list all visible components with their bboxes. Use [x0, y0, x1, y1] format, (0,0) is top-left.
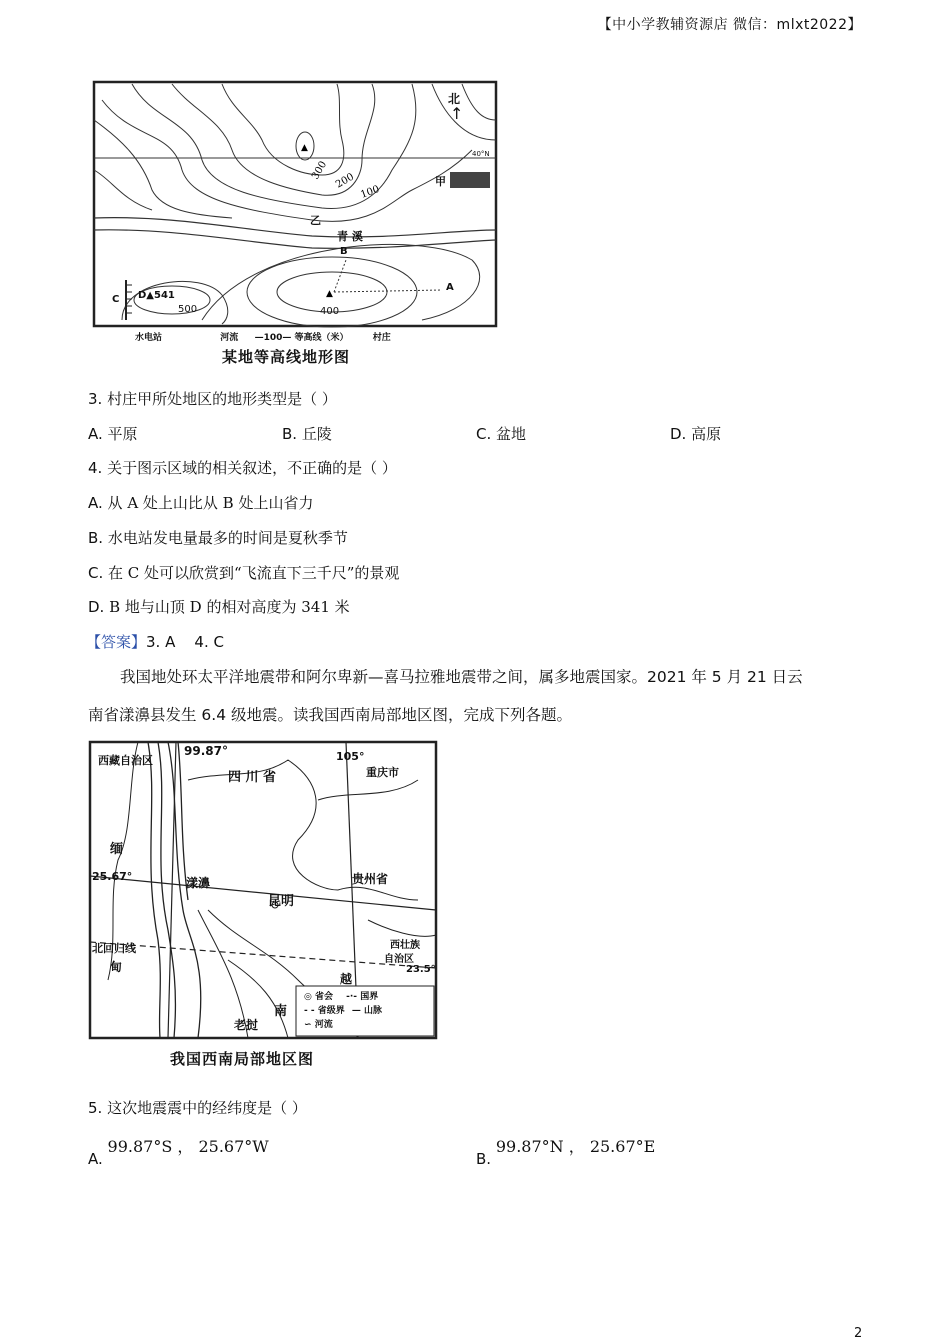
question-4-text: 关于图示区域的相关叙述，不正确的是（ ） — [107, 459, 397, 477]
label-burma-1: 缅 — [110, 842, 124, 857]
label-guizhou: 贵州省 — [352, 872, 389, 886]
legend-mountain: 山脉 — [364, 1006, 383, 1016]
point-b-label: B — [340, 246, 348, 257]
north-arrow-icon: ↑ — [450, 104, 464, 123]
svg-text:▲: ▲ — [326, 289, 333, 299]
point-c-label: C — [112, 294, 120, 305]
river-label: 青 溪 — [337, 230, 363, 243]
q4-option-b: B. 水电站发电量最多的时间是夏秋季节 — [88, 529, 348, 547]
svg-text:▲: ▲ — [301, 143, 308, 153]
svg-text:100: 100 — [359, 183, 381, 201]
legend-river-2: 河流 — [314, 1020, 333, 1030]
latitude-label: 40°N — [472, 150, 490, 158]
contour-500-label: 500 — [178, 304, 198, 315]
contour-map — [92, 80, 498, 328]
q5-option-b: B. 99.87°N ， 25.67°E — [476, 1137, 656, 1168]
q4-option-d: D. B 地与山顶 D 的相对高度为 341 米 — [88, 598, 350, 616]
label-guangxi-2: 自治区 — [384, 954, 414, 965]
label-tibet: 西藏自治区 — [98, 754, 153, 767]
question-4-number: 4. — [88, 459, 103, 477]
label-lat-25: 25.67° — [92, 870, 133, 883]
answer-line — [86, 631, 224, 652]
page-header: 【中小学教辅资源店 微信：mlxt2022】 — [597, 17, 862, 33]
southwest-map-caption: 我国西南局部地区图 — [170, 1050, 315, 1068]
southwest-map-legend: ◎ 省会 -·- 国界 - - 省级界 — 山脉 ∽ 河流 — [304, 992, 383, 1030]
svg-text:300: 300 — [310, 159, 330, 182]
label-nan: 南 — [274, 1004, 288, 1019]
label-laos: 老挝 — [234, 1018, 259, 1032]
legend-village: 村庄 — [372, 333, 391, 343]
q5-option-a: A. 99.87°S ， 25.67°W — [88, 1137, 269, 1168]
legend-contour: —100— 等高线（米） — [254, 333, 349, 343]
north-arrow-label: 北 — [448, 92, 461, 106]
peak-d-label: D▲541 — [138, 290, 175, 301]
question-5 — [88, 1097, 307, 1119]
legend-station: 水电站 — [135, 333, 163, 343]
village-jia-label: 甲 — [435, 175, 446, 188]
contour-map-legend — [135, 330, 391, 343]
label-sichuan: 四 川 省 — [228, 770, 277, 785]
intro-paragraph-line-2: 南省漾濞县发生 6.4 级地震。读我国西南局部地区图，完成下列各题。 — [88, 706, 573, 724]
southwest-map — [88, 740, 438, 1040]
answer-tag: 【答案】 — [86, 633, 147, 651]
southwest-map-figure — [88, 740, 438, 1040]
q3-option-c: C. 盆地 — [476, 425, 527, 443]
label-lon-99: 99.87° — [184, 744, 228, 758]
contour-map-caption: 某地等高线地形图 — [222, 348, 351, 366]
q4-option-c: C. 在 C 处可以欣赏到“飞流直下三千尺”的景观 — [88, 564, 400, 582]
contour-400-label: 400 — [320, 306, 340, 317]
point-a-label: A — [446, 282, 454, 293]
question-4 — [88, 457, 397, 479]
question-3-number: 3. — [88, 390, 103, 408]
q3-option-a: A. 平原 — [88, 425, 138, 443]
legend-capital: 省会 — [315, 992, 334, 1002]
q4-option-a: A. 从 A 处上山比从 B 处上山省力 — [88, 494, 314, 512]
q3-option-b: B. 丘陵 — [282, 425, 332, 443]
answer-text: 3. A 4. C — [146, 633, 224, 651]
label-lat-23: 23.5° — [406, 964, 436, 975]
question-5-text: 这次地震震中的经纬度是（ ） — [107, 1099, 307, 1117]
label-vietnam: 越 — [340, 972, 353, 986]
legend-province: 省级界 — [317, 1006, 345, 1016]
label-yangbi: 漾濞 — [186, 876, 211, 890]
legend-river: 河流 — [220, 333, 239, 343]
label-lon-105: 105° — [336, 750, 365, 763]
label-guangxi-1: 西壮族 — [390, 940, 420, 951]
q3-option-d: D. 高原 — [670, 425, 722, 443]
label-chongqing: 重庆市 — [366, 766, 399, 779]
intro-paragraph-line-1: 我国地处环太平洋地震带和阿尔卑新—喜马拉雅地震带之间，属多地震国家。2021 年 5 月 21 日云 — [120, 668, 803, 686]
page-number: 2 — [854, 1326, 863, 1341]
label-burma-2: 甸 — [110, 960, 123, 974]
question-3 — [88, 388, 337, 410]
svg-text:200: 200 — [334, 171, 357, 191]
legend-border: 国界 — [360, 992, 379, 1002]
question-5-number: 5. — [88, 1099, 103, 1117]
question-3-text: 村庄甲所处地区的地形类型是（ ） — [107, 390, 337, 408]
point-yi-label: 乙 — [310, 214, 321, 227]
label-kunming: 昆明 — [268, 894, 295, 909]
label-tropic: 北回归线 — [92, 942, 136, 955]
